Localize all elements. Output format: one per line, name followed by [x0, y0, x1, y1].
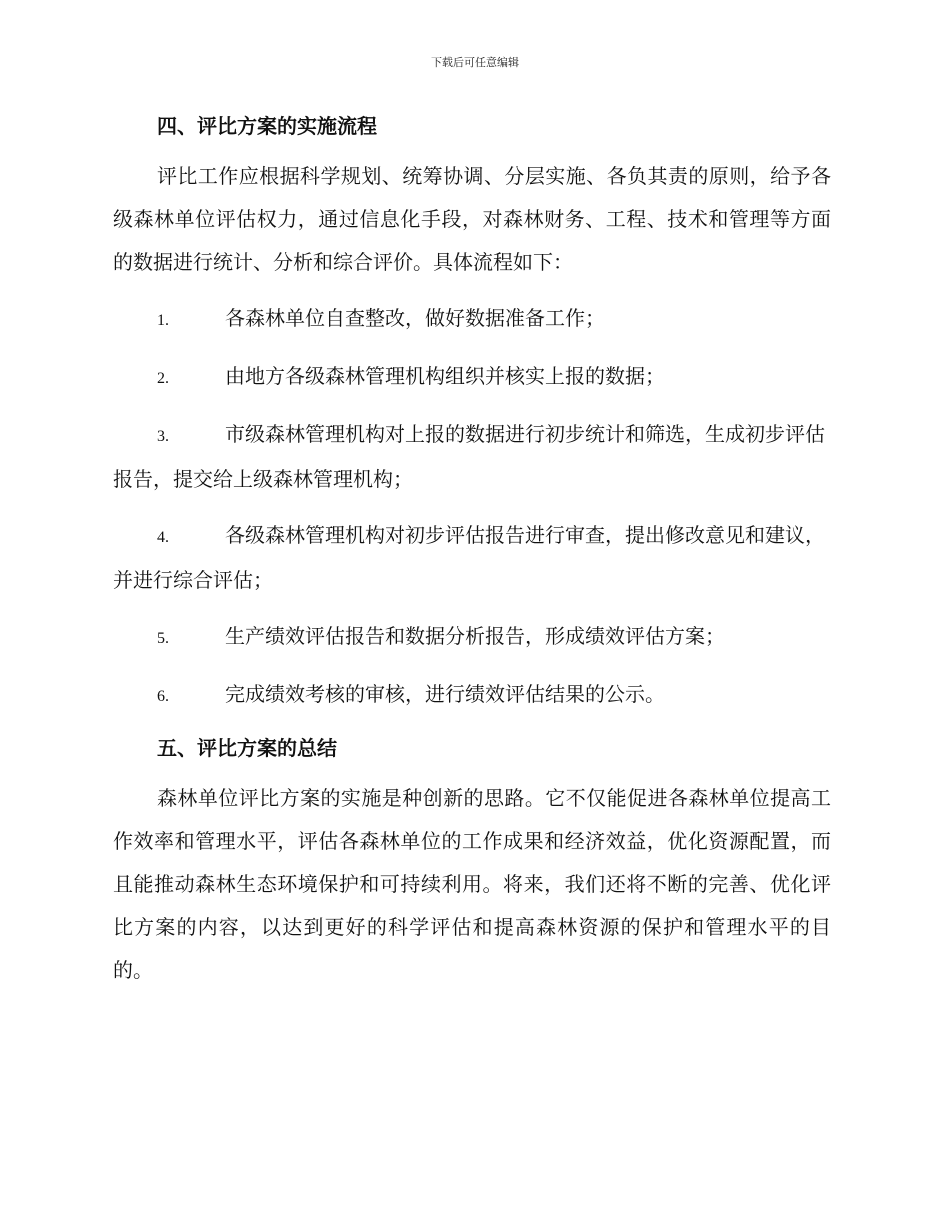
list-item-number: 1.: [157, 312, 169, 329]
list-item-number: 5.: [157, 630, 169, 647]
list-item: [113, 297, 831, 342]
list-item-text: 各级森林管理机构对初步评估报告进行审查，提出修改意见和建议，并进行综合评估；: [113, 523, 825, 592]
list-item: [113, 615, 831, 660]
section-4-heading: 四、评比方案的实施流程: [157, 114, 377, 138]
list-item-number: 3.: [157, 428, 169, 445]
list-item-text: 由地方各级森林管理机构组织并核实上报的数据；: [225, 364, 665, 388]
list-item: [113, 413, 831, 501]
document-body: [113, 110, 831, 992]
list-item-number: 4.: [157, 529, 169, 546]
header-note: 下载后可任意编辑: [431, 56, 519, 69]
list-item-number: 6.: [157, 688, 169, 705]
list-item-text: 市级森林管理机构对上报的数据进行初步统计和筛选，生成初步评估报告，提交给上级森林管理机构；: [113, 422, 825, 491]
list-item-text: 生产绩效评估报告和数据分析报告，形成绩效评估方案；: [225, 624, 725, 648]
list-item-number: 2.: [157, 370, 169, 387]
section-5-body: 森林单位评比方案的实施是种创新的思路。它不仅能促进各森林单位提高工作效率和管理水平，评估各森林单位的工作成果和经济效益，优化资源配置，而且能推动森林生态环境保护和可持续利用。将来，我们还将不断的完善、优化评比方案的内容，以达到更好的科学评估和提高森林资源的保护和管理水平的目的。: [113, 786, 831, 982]
section-4-intro: 评比工作应根据科学规划、统筹协调、分层实施、各负其责的原则，给予各级森林单位评估权力，通过信息化手段，对森林财务、工程、技术和管理等方面的数据进行统计、分析和综合评价。具体流程如下：: [113, 164, 831, 274]
list-item-text: 各森林单位自查整改，做好数据准备工作；: [225, 306, 605, 330]
process-steps-list: [113, 297, 831, 718]
list-item: [113, 355, 831, 400]
section-5-heading: 五、评比方案的总结: [157, 736, 337, 760]
list-item: [113, 673, 831, 718]
list-item: [113, 514, 831, 602]
list-item-text: 完成绩效考核的审核，进行绩效评估结果的公示。: [225, 682, 665, 706]
